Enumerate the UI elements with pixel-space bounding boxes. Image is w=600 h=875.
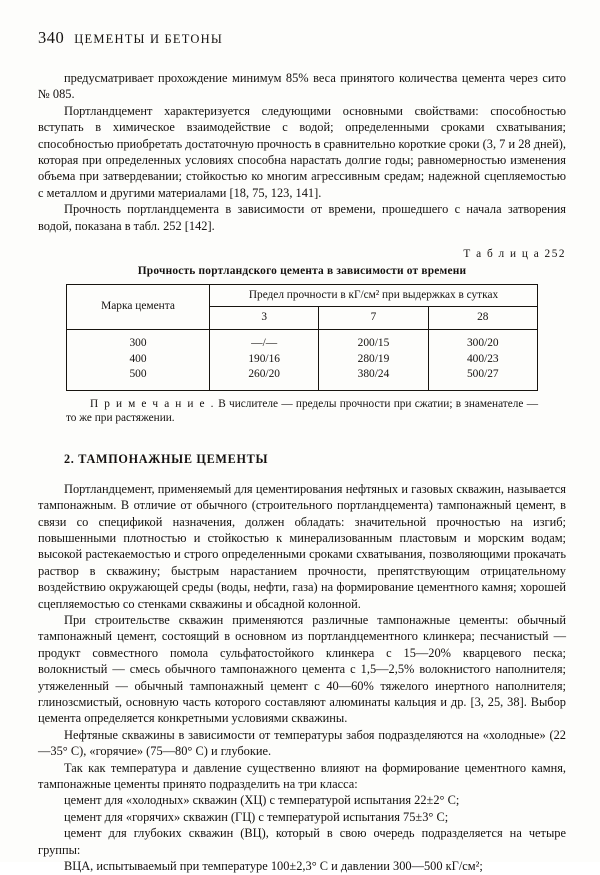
table-note-label: П р и м е ч а н и е . xyxy=(90,397,215,410)
paragraph-7: Так как температура и давление существенно влияют на формирование цементного камня, тампонажные цементы принято подразделить на три класса: xyxy=(38,760,566,792)
table-cell-28d-group xyxy=(428,330,537,391)
table-title: Прочность портландского цемента в зависимости от времени xyxy=(137,265,467,278)
paragraph-10: цемент для глубоких скважин (ВЦ), который в свою очередь подразделяется на четыре группы: xyxy=(38,826,566,857)
paragraph-8: цемент для «холодных» скважин (ХЦ) с температурой испытания 22±2° С; xyxy=(64,793,460,808)
paragraph-1: предусматривает прохождение минимум 85% веса принятого количества цемента через сито № 085. xyxy=(38,71,566,102)
mark-value: 400 xyxy=(129,352,147,365)
value-3d: 260/20 xyxy=(248,368,280,381)
table-note xyxy=(66,397,538,426)
value-3d: —/— xyxy=(251,337,278,350)
table-header-mark: Марка цемента xyxy=(67,285,210,330)
page-header xyxy=(38,28,566,48)
table-number-label: Т а б л и ц а 252 xyxy=(463,248,566,261)
table-cell-7d-group xyxy=(319,330,428,391)
paragraph-5: При строительстве скважин применяются различные тампонажные цементы: обычный тампонажный цемент, состоящий в основном из портландцементного клинкера; песчанистый — продукт совместного помола сульфатостойкого клинкера с 15—20% кварцевого песка; волокнистый — смесь обычного тампонажного цемента с 1,5—2,5% волокнистого наполнителя; утяжеленный — обычный тампонажный цемент с 40—60% тяжелого инертного наполнителя; глинозсмистый, основную часть которого составляют алюминаты кальция и др. [3, 25, 38]. Выбор цемента определяется конкретными условиями скважины. xyxy=(38,613,566,726)
table-note-text: В числителе — пределы прочности при сжатии; в знаменателе — то же при растяжении. xyxy=(66,397,538,425)
page-content xyxy=(38,28,566,875)
table-header-span: Предел прочности в кГ/см² при выдержках в сутках xyxy=(210,285,538,307)
paragraph-2: Портландцемент характеризуется следующими основными свойствами: способностью вступать в химическое взаимодействие с водой; определенными сроками схватывания; способностью приобретать достаточную прочность в сравнительно короткие сроки (3, 7 и 28 дней), которая при определенных условиях способна нарастать долгие годы; равномерностью изменения объема при затвердевании; стойкостью ко многим агрессивным средам; надежной сцепляемостью с металлом и другими материалами [18, 75, 123, 141]. xyxy=(38,103,566,200)
mark-value: 500 xyxy=(129,368,147,381)
value-7d: 280/19 xyxy=(357,352,390,365)
value-28d: 500/27 xyxy=(466,368,499,381)
page-folio: 340 xyxy=(38,28,65,47)
paragraph-9: цемент для «горячих» скважин (ГЦ) с температурой испытания 75±3° С; xyxy=(64,809,449,824)
table-header-28d: 28 xyxy=(428,307,537,330)
section-heading: 2. ТАМПОНАЖНЫЕ ЦЕМЕНТЫ xyxy=(64,451,269,466)
table-header-3d: 3 xyxy=(210,307,319,330)
running-title: ЦЕМЕНТЫ И БЕТОНЫ xyxy=(74,32,223,46)
table-cell-3d-group xyxy=(210,330,319,391)
value-7d: 200/15 xyxy=(357,337,390,350)
table-header-row-1 xyxy=(67,285,538,307)
paragraph-3: Прочность портландцемента в зависимости от времени, прошедшего с начала затворения водой, показана в табл. 252 [142]. xyxy=(38,202,566,233)
value-28d: 300/20 xyxy=(466,337,499,350)
paragraph-6: Нефтяные скважины в зависимости от температуры забоя подразделяются на «холодные» (22—35° С), «горячие» (75—80° С) и глубокие. xyxy=(38,727,566,759)
table-header-7d: 7 xyxy=(319,307,428,330)
paragraph-4: Портландцемент, применяемый для цементирования нефтяных и газовых скважин, называется тампонажным. В отличие от обычного (строительного портландцемента) тампонажный цемент, в связи со спецификой назначения, должен обладать: значительной прочностью на изгиб; повышенными плотностью и стойкостью к минерализованным пластовым и морским водам; высокой растекаемостью и строго определенными сроками схватывания, позволяющими прокачать раствор в скважину; быстрым нарастанием прочности, препятствующим отрицательному воздействию окружающей среды (воды, нефти, газа) на формирование цементного камня; хорошей сцепляемостью со стенками скважины и обсадной колонной. xyxy=(38,481,566,611)
table-cell-mark-group xyxy=(67,330,210,391)
strength-table xyxy=(66,284,538,391)
table-row xyxy=(67,330,538,391)
value-28d: 400/23 xyxy=(466,352,499,365)
paragraph-11: ВЦА, испытываемый при температуре 100±2,3° С и давлении 300—500 кГ/см²; xyxy=(64,859,483,874)
value-3d: 190/16 xyxy=(248,352,280,365)
value-7d: 380/24 xyxy=(357,368,390,381)
mark-value: 300 xyxy=(129,337,147,350)
